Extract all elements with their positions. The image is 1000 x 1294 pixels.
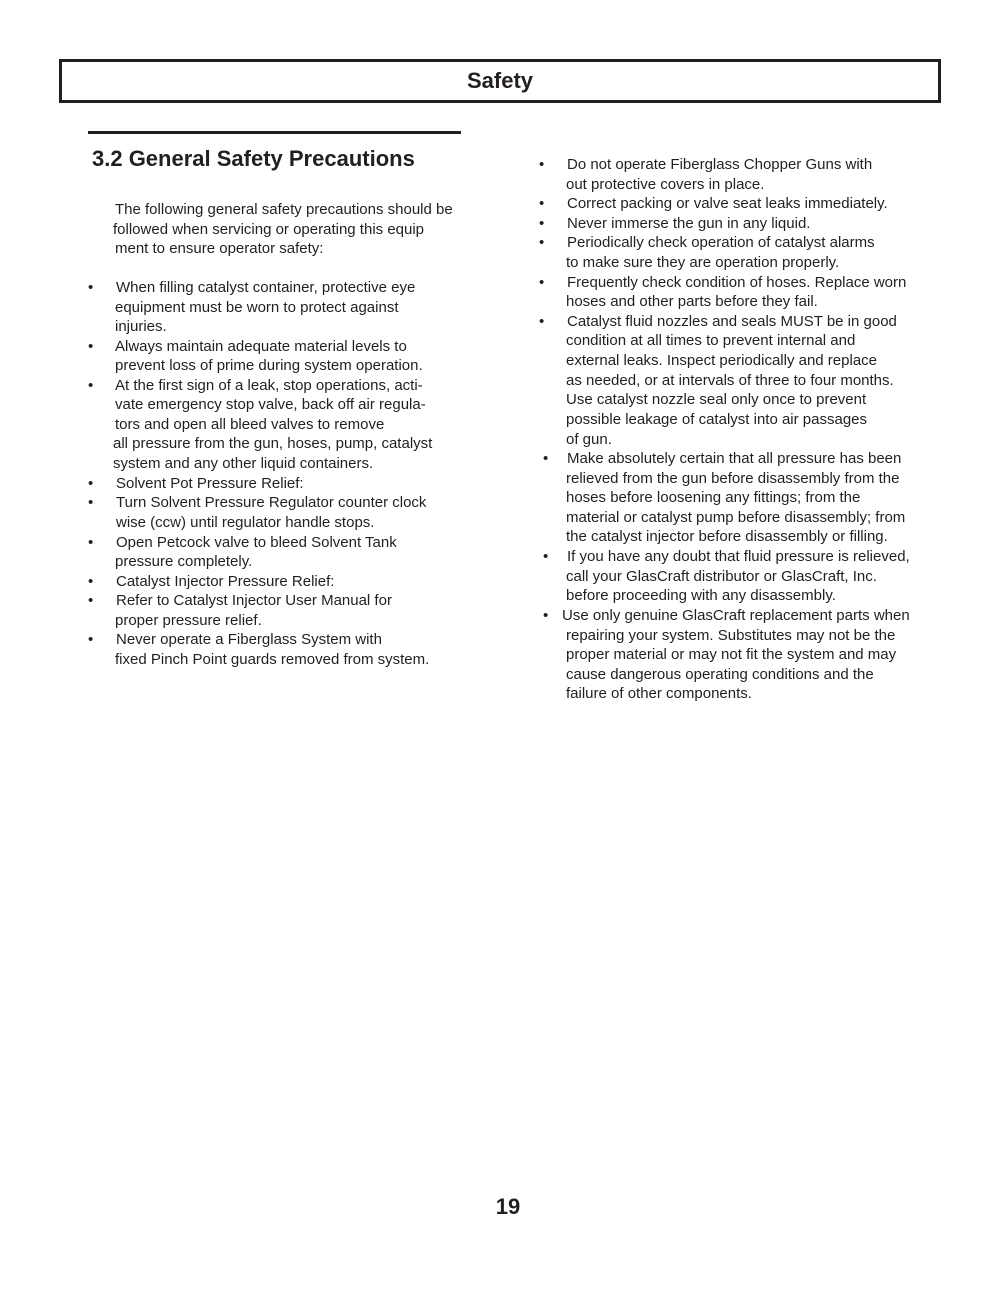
page-number: 19 xyxy=(495,1194,521,1219)
bullet-marker: • xyxy=(88,534,94,551)
bullet-marker: • xyxy=(88,494,94,511)
list-item-line: before proceeding with any disassembly. xyxy=(566,587,836,604)
bullet-marker: • xyxy=(539,215,545,232)
list-item-line: When filling catalyst container, protective eye xyxy=(116,279,416,296)
list-item-line: proper pressure relief. xyxy=(115,612,262,629)
list-item-line: Always maintain adequate material levels to xyxy=(115,338,407,355)
list-item-line: prevent loss of prime during system operation. xyxy=(115,357,423,374)
bullet-marker: • xyxy=(539,234,545,251)
bullet-marker: • xyxy=(543,607,549,624)
bullet-marker: • xyxy=(88,573,94,590)
list-item-line: injuries. xyxy=(115,318,167,335)
list-item-line: Never operate a Fiberglass System with xyxy=(116,631,382,648)
list-item-line: hoses before loosening any fittings; from the xyxy=(566,489,861,506)
list-item-line: Solvent Pot Pressure Relief: xyxy=(116,475,304,492)
list-item-line: Never immerse the gun in any liquid. xyxy=(567,215,811,232)
list-item-line: proper material or may not fit the system and may xyxy=(566,646,897,663)
list-item-line: Turn Solvent Pressure Regulator counter clock xyxy=(116,494,427,511)
bullet-marker: • xyxy=(88,377,94,394)
list-item-line: wise (ccw) until regulator handle stops. xyxy=(116,514,375,531)
bullet-marker: • xyxy=(88,592,94,609)
bullet-marker: • xyxy=(539,274,545,291)
list-item-line: hoses and other parts before they fail. xyxy=(566,293,818,310)
bullet-marker: • xyxy=(539,313,545,330)
bullet-marker: • xyxy=(539,156,545,173)
list-item-line: tors and open all bleed valves to remove xyxy=(115,416,385,433)
list-item-line: If you have any doubt that fluid pressure is relieved, xyxy=(567,548,910,565)
list-item-line: Catalyst fluid nozzles and seals MUST be in good xyxy=(567,313,897,330)
header-box xyxy=(59,59,941,103)
list-item-line: Periodically check operation of catalyst alarms xyxy=(567,234,875,251)
list-item-line: external leaks. Inspect periodically and replace xyxy=(566,352,878,369)
list-item-line: material or catalyst pump before disassembly; from xyxy=(566,509,906,526)
list-item-line: Do not operate Fiberglass Chopper Guns with xyxy=(567,156,873,173)
section-title: 3.2 General Safety Precautions xyxy=(92,146,415,171)
intro-line: ment to ensure operator safety: xyxy=(115,240,324,257)
list-item-line: Make absolutely certain that all pressure has been xyxy=(567,450,902,467)
bullet-marker: • xyxy=(88,279,94,296)
list-item-line: Use only genuine GlasCraft replacement parts when xyxy=(562,607,910,624)
bullet-marker: • xyxy=(88,631,94,648)
list-item-line: vate emergency stop valve, back off air regula- xyxy=(115,396,426,413)
list-item-line: fixed Pinch Point guards removed from system. xyxy=(115,651,430,668)
list-item-line: cause dangerous operating conditions and the xyxy=(566,666,874,683)
list-item-line: the catalyst injector before disassembly or filling. xyxy=(566,528,888,545)
list-item-line: all pressure from the gun, hoses, pump, catalyst xyxy=(113,435,433,452)
list-item-line: Refer to Catalyst Injector User Manual for xyxy=(116,592,392,609)
list-item-line: possible leakage of catalyst into air passages xyxy=(566,411,868,428)
list-item-line: Frequently check condition of hoses. Replace worn xyxy=(567,274,907,291)
list-item-line: call your GlasCraft distributor or GlasCraft, Inc. xyxy=(566,568,877,585)
section-divider xyxy=(88,131,461,134)
list-item-line: Correct packing or valve seat leaks immediately. xyxy=(567,195,888,212)
bullet-marker: • xyxy=(88,475,94,492)
list-item-line: At the first sign of a leak, stop operations, acti- xyxy=(115,377,423,394)
list-item-line: Catalyst Injector Pressure Relief: xyxy=(116,573,335,590)
list-item-line: repairing your system. Substitutes may not be the xyxy=(566,627,896,644)
list-item-line: out protective covers in place. xyxy=(566,176,765,193)
bullet-marker: • xyxy=(539,195,545,212)
bullet-marker: • xyxy=(88,338,94,355)
list-item-line: of gun. xyxy=(566,431,612,448)
list-item-line: equipment must be worn to protect against xyxy=(115,299,399,316)
bullet-marker: • xyxy=(543,450,549,467)
intro-line: The following general safety precautions should be xyxy=(115,201,453,218)
list-item-line: failure of other components. xyxy=(566,685,752,702)
list-item-line: Use catalyst nozzle seal only once to prevent xyxy=(566,391,867,408)
list-item-line: to make sure they are operation properly. xyxy=(566,254,840,271)
list-item-line: Open Petcock valve to bleed Solvent Tank xyxy=(116,534,397,551)
list-item-line: pressure completely. xyxy=(115,553,253,570)
header-title: Safety xyxy=(466,68,534,93)
list-item-line: condition at all times to prevent internal and xyxy=(566,332,856,349)
intro-line: followed when servicing or operating this equip xyxy=(113,221,425,238)
list-item-line: relieved from the gun before disassembly from the xyxy=(566,470,900,487)
list-item-line: as needed, or at intervals of three to four months. xyxy=(566,372,894,389)
list-item-line: system and any other liquid containers. xyxy=(113,455,374,472)
bullet-marker: • xyxy=(543,548,549,565)
